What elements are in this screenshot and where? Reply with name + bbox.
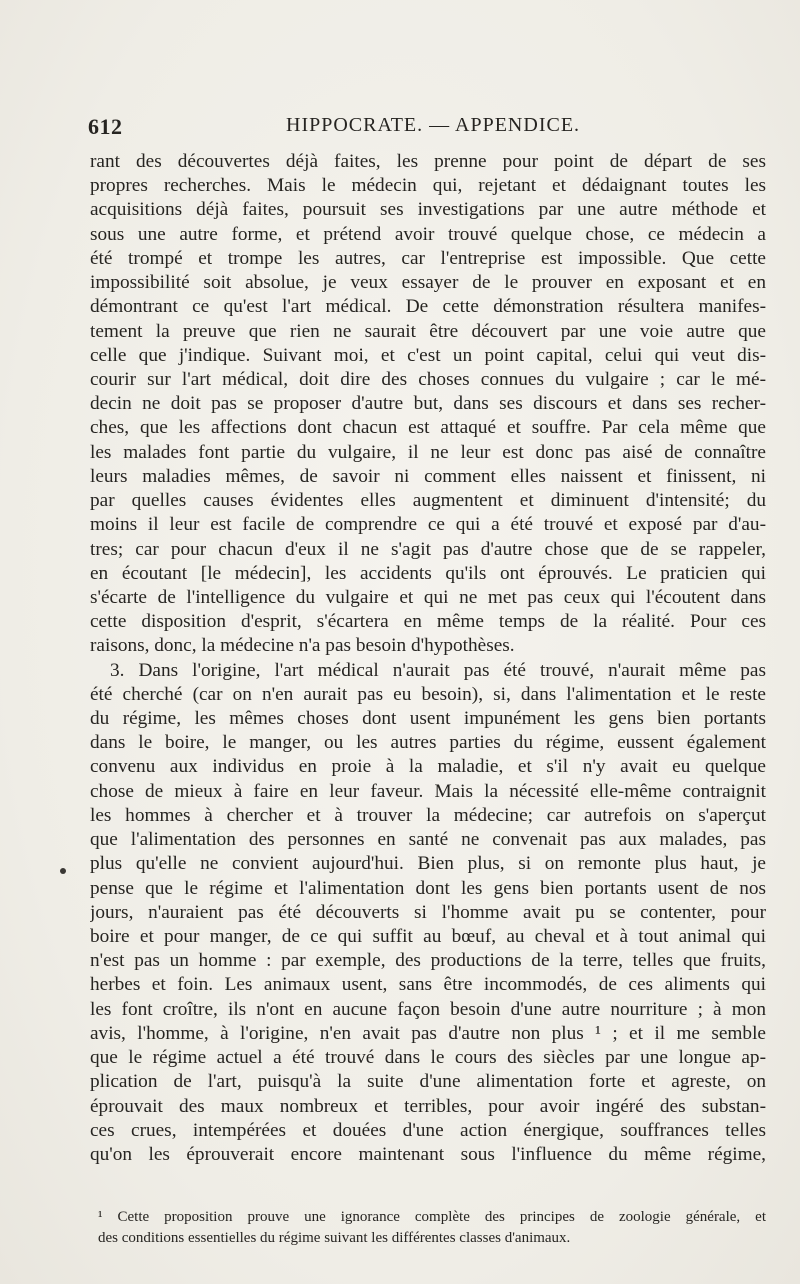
text-line: tement la preuve que rien ne saurait être découvert par une voie autre que [90, 320, 766, 342]
text-line: chose de mieux à faire en leur faveur. Mais la nécessité elle-même contraignit [90, 780, 766, 802]
text-line: rant des découvertes déjà faites, les prenne pour point de départ de ses [90, 151, 766, 172]
text-line: s'écarte de l'intelligence du vulgaire et qui ne met pas ceux qui l'écoutent dans [90, 586, 766, 608]
text-line: ches, que les affections dont chacun est attaqué et souffre. Par cela même que [90, 417, 766, 439]
text-line: que l'alimentation des personnes en santé ne convenait pas aux malades, pas [90, 829, 766, 851]
section-3-first-line: 3. Dans l'origine, l'art médical n'aurait pas été trouvé, n'aurait même pas [110, 659, 766, 681]
text-line: pense que le régime et l'alimentation dont les gens bien portants usent de nos [90, 877, 766, 899]
text-line: été cherché (car on n'en aurait pas eu besoin), si, dans l'alimentation et le reste [90, 683, 766, 705]
text-line: les font croître, ils n'ont en aucune façon besoin d'une autre nourriture ; à mon [90, 998, 766, 1020]
text-line: herbes et foin. Les animaux usent, sans être incommodés, de ces aliments qui [90, 974, 766, 996]
text-line: les malades font partie du vulgaire, il ne leur est donc pas aisé de connaître [90, 441, 766, 463]
text-line: par quelles causes évidentes elles augmentent et diminuent d'intensité; du [90, 490, 766, 512]
text-line: moins il leur est facile de comprendre ce qui a été trouvé et exposé par d'au- [90, 514, 766, 536]
text-line: convenu aux individus en proie à la maladie, et s'il n'y avait eu quelque [90, 756, 766, 778]
body-text [90, 150, 766, 1167]
margin-ink-dot [60, 868, 66, 874]
running-head-title: HIPPOCRATE. — APPENDICE. [286, 114, 581, 136]
text-line: avis, l'homme, à l'origine, n'en avait pas d'autre non plus ¹ ; et il me semble [90, 1022, 766, 1044]
paragraph-last-line: raisons, donc, la médecine n'a pas besoin d'hypothèses. [90, 635, 515, 657]
text-line: démontrant ce qu'est l'art médical. De cette démonstration résultera manifes- [90, 296, 766, 318]
text-line: courir sur l'art médical, doit dire des choses connues du vulgaire ; car le mé- [90, 368, 766, 390]
footnote-line: des conditions essentielles du régime suivant les différentes classes d'animaux. [98, 1230, 571, 1246]
footnote [98, 1207, 766, 1249]
text-line: ces crues, intempérées et douées d'une action énergique, souffrances telles [90, 1119, 766, 1141]
text-line: decin ne doit pas se proposer d'autre but, dans ses discours et dans ses recher- [90, 393, 766, 415]
text-line: acquisitions déjà faites, poursuit ses investigations par une autre méthode et [90, 199, 766, 221]
text-line: celle que j'indique. Suivant moi, et c'est un point capital, celui qui veut dis- [90, 344, 766, 366]
text-line: été trompé et trompe les autres, car l'entreprise est impossible. Que cette [90, 247, 766, 269]
text-line: impossibilité soit absolue, je veux essayer de le prouver en exposant et en [90, 272, 766, 294]
text-line: éprouvait des maux nombreux et terribles, pour avoir ingéré des substan- [90, 1095, 766, 1117]
text-line: en écoutant [le médecin], les accidents qu'ils ont éprouvés. Le praticien qui [90, 562, 766, 584]
text-line: propres recherches. Mais le médecin qui, rejetant et dédaignant toutes les [90, 175, 766, 197]
footnote-line: ¹ Cette proposition prouve une ignorance complète des principes de zoologie générale, et [98, 1209, 766, 1225]
text-line: boire et pour manger, de ce qui suffit au bœuf, au cheval et à tout animal qui [90, 926, 766, 947]
text-line: jours, n'auraient pas été découverts si l'homme avait pu se contenter, pour [90, 901, 766, 923]
running-head [88, 114, 768, 144]
text-line: n'est pas un homme : par exemple, des productions de la terre, telles que fruits, [90, 950, 766, 972]
text-line: les hommes à chercher et à trouver la médecine; car autrefois on s'aperçut [90, 804, 766, 826]
text-line: tres; car pour chacun d'eux il ne s'agit pas d'autre chose que de se rappeler, [90, 538, 766, 560]
page-number: 612 [88, 114, 123, 139]
text-line: que le régime actuel a été trouvé dans le cours des siècles par une longue ap- [90, 1047, 766, 1069]
text-line: du régime, les mêmes choses dont usent impunément les gens bien portants [90, 708, 766, 730]
text-line: leurs maladies mêmes, de savoir ni comment elles naissent et finissent, ni [90, 465, 766, 487]
text-line: cette disposition d'esprit, s'écartera en même temps de la réalité. Pour ces [90, 611, 766, 633]
text-line: dans le boire, le manger, ou les autres parties du régime, eussent également [90, 732, 766, 754]
text-line: plication de l'art, puisqu'à la suite d'une alimentation forte et agreste, on [90, 1071, 766, 1093]
text-line: plus qu'elle ne convient aujourd'hui. Bien plus, si on remonte plus haut, je [90, 853, 766, 875]
text-line: qu'on les éprouverait encore maintenant sous l'influence du même régime, [90, 1143, 766, 1165]
text-line: sous une autre forme, et prétend avoir trouvé quelque chose, ce médecin a [90, 223, 766, 245]
